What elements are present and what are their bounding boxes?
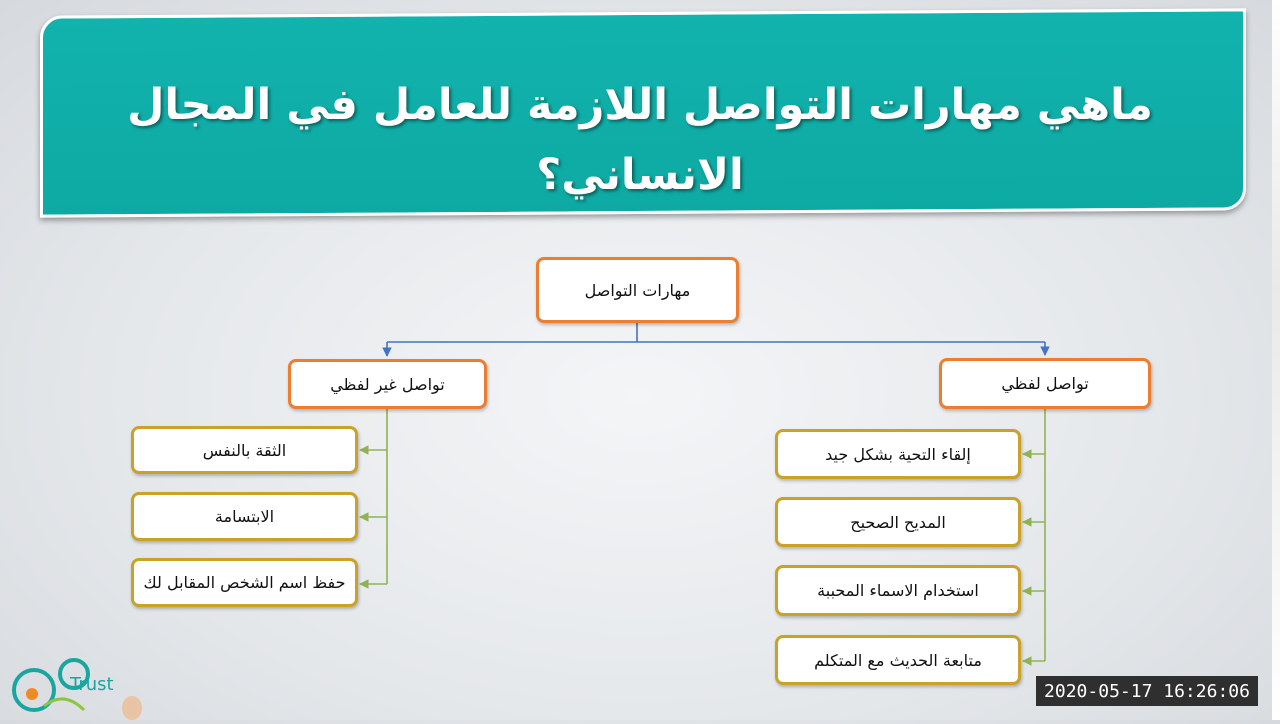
branch-nonverbal-label: تواصل غير لفظي [330,374,445,394]
verbal-connector [1023,409,1045,661]
verbal-item [775,429,1021,479]
verbal-item [775,565,1021,616]
nonverbal-item [131,558,358,607]
item-label: متابعة الحديث مع المتكلم [814,650,982,670]
root-label: مهارات التواصل [584,280,691,300]
root-connector [387,323,1045,356]
branch-verbal [939,358,1151,409]
branch-verbal-label: تواصل لفظي [1001,374,1089,393]
item-label: الثقة بالنفس [202,440,287,460]
logo-text: Trust [70,674,114,695]
slide-title: ماهي مهارات التواصل اللازمة للعامل في المجال الانساني؟ [127,80,1153,200]
item-label: الابتسامة [214,507,275,526]
root-node [536,257,739,323]
item-label: المديح الصحيح [850,512,946,532]
verbal-item [775,497,1021,547]
verbal-item [775,635,1021,685]
nonverbal-connector [360,409,387,584]
item-label: إلقاء التحية بشكل جيد [825,444,971,464]
branch-nonverbal [288,359,487,409]
trust-logo [4,650,144,720]
nonverbal-item [131,426,358,474]
item-label: حفظ اسم الشخص المقابل لك [143,573,346,592]
item-label: استخدام الاسماء المحببة [817,581,979,600]
timestamp-overlay: 2020-05-17 16:26:06 [1036,676,1258,706]
nonverbal-item [131,492,358,541]
